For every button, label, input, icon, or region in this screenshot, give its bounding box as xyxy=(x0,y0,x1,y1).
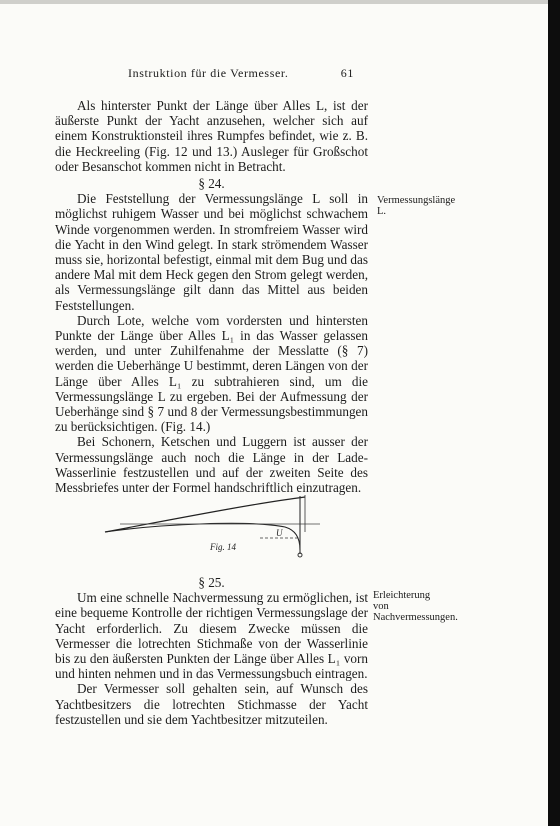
paragraph: Bei Schonern, Ketschen und Luggern ist ausser der Vermessungslänge auch noch die Länge in der Lade-Wasserlinie festzustellen und auf der zweiten Seite des Messbriefes unter der Formel handschriftlich einzutragen. xyxy=(55,434,368,496)
paragraph: Um eine schnelle Nachvermessung zu ermöglichen, ist eine bequeme Kontrolle der richtigen Vermessungslage der Yacht erforderlich. Zu diesem Zwecke müssen die Vermesser die lotrechten Stichmaße von der Wasserlinie bis zu den äußersten Punkten der Länge über Alles L₁ vorn und hinten nehmen und in das Vermessungsbuch eintragen. xyxy=(55,590,368,682)
page-binding-edge xyxy=(548,0,560,826)
header-title: Instruktion für die Vermesser. xyxy=(128,66,289,80)
paragraph: Die Feststellung der Vermessungslänge L soll in möglichst ruhigem Wasser und bei möglichst schwachem Winde vorgenommen werden. In stromfreiem Wasser wird die Yacht in den Wind gelegt. In stark strömendem Wasser muss sie, horizontal befestigt, einmal mit dem Bug und das andere Mal mit dem Heck gegen den Strom gelegt werden, als Vermessungslänge gilt dann das Mittel aus beiden Feststellungen. xyxy=(55,191,368,313)
page-top-edge xyxy=(0,0,560,4)
running-header xyxy=(128,66,354,81)
figure-14 xyxy=(100,492,325,562)
paragraph: Als hinterster Punkt der Länge über Alles L, ist der äußerste Punkt der Yacht anzusehen, welcher sich auf einem Konstruktionsteil ihres Rumpfes befindet, wie z. B. die Heckreeling (Fig. 12 und 13.) Ausleger für Großschot oder Besanschot kommen nicht in Betracht. xyxy=(55,98,368,174)
paragraph: Der Vermesser soll gehalten sein, auf Wunsch des Yachtbesitzers die lotrechten Stichmasse der Yacht festzustellen und sie dem Yachtbesitzer mitzuteilen. xyxy=(55,681,368,727)
section-heading-25: § 25. xyxy=(198,575,225,590)
figure-caption: Fig. 14 xyxy=(210,542,236,552)
label-u: U xyxy=(276,528,283,538)
text-block-top xyxy=(55,98,368,495)
section-heading-24: § 24. xyxy=(198,176,225,192)
hull-diagram xyxy=(100,492,325,562)
margin-note-25: Erleichterung von Nachvermessungen. xyxy=(373,590,458,623)
text-block-bottom xyxy=(55,573,368,727)
page-number: 61 xyxy=(340,66,354,80)
paragraph: Durch Lote, welche vom vordersten und hintersten Punkte der Länge über Alles L₁ in das Wasser gelassen werden, und unter Zuhilfenahme der Messlatte (§ 7) werden die Ueberhänge U bestimmt, deren Längen von der Länge über Alles L₁ zu subtrahieren sind, um die Vermessungslänge L zu ergeben. Bei der Aufmessung der Ueberhänge sind § 7 und 8 der Vermessungsbestimmungen zu berücksichtigen. (Fig. 14.) xyxy=(55,312,368,435)
margin-note-24: Vermessungslänge L. xyxy=(377,195,456,217)
